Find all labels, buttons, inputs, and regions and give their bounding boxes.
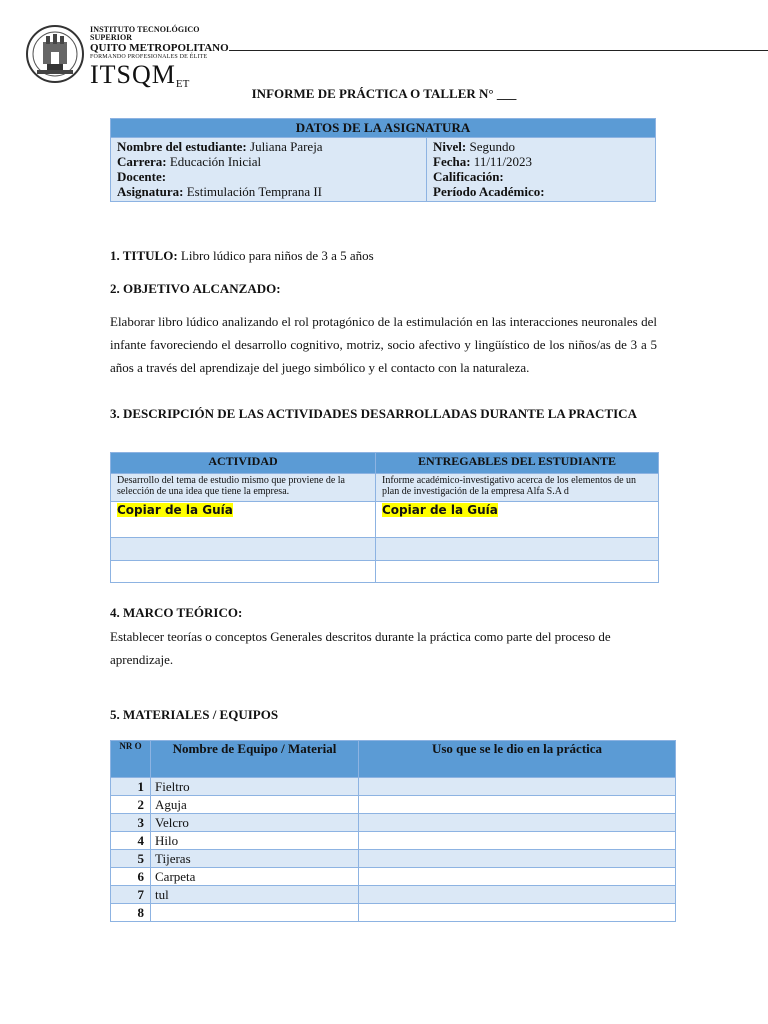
castle-shield-icon [25,24,85,84]
table-row: 5 Tijeras [111,850,676,868]
academic-period-label: Período Académico: [433,184,545,199]
date: 11/11/2023 [470,154,533,169]
col-activity: ACTIVIDAD [111,453,376,474]
objective-text: Elaborar libro lúdico analizando el rol protagónico de la estimulación en las interacciones neuronales del infante favoreciendo el desarrollo cognitivo, motriz, socio afectivo y lingüístico de los niños/as de 3 a 5 años a través del aprendizaje del juego simbólico y el contacto con la naturaleza. [110,314,657,375]
institution-name [90,25,230,90]
section-title-1: 1. TITULO: Libro lúdico para niños de 3 a 5 años [110,248,374,263]
col-number: NR O [111,741,151,778]
activity-cell-empty [111,561,376,583]
table-row: 2 Aguja [111,796,676,814]
activity-description: Desarrollo del tema de estudio mismo que proviene de la selección de una idea que tiene la empresa. [111,474,376,502]
section-heading-materials: 5. MATERIALES / EQUIPOS [110,707,279,722]
deliverable-cell-empty [376,561,659,583]
table-row: 1 Fieltro [111,778,676,796]
practice-title: Libro lúdico para niños de 3 a 5 años [177,248,374,263]
theory-text: Establecer teorías o conceptos Generales descritos durante la práctica como parte del proceso de aprendizaje. [110,629,611,667]
table-row: 6 Carpeta [111,868,676,886]
course-data-right: Nivel: Segundo Fecha: 11/11/2023 Calificación: Período Académico: [427,138,656,202]
table-row: 4 Hilo [111,832,676,850]
institution-line1: INSTITUTO TECNOLÓGICO SUPERIOR [90,25,200,42]
student-name: Juliana Pareja [246,139,323,154]
section-heading-activities: 3. DESCRIPCIÓN DE LAS ACTIVIDADES DESARROLLADAS DURANTE LA PRACTICA [110,406,637,421]
grade-label: Calificación: [433,169,504,184]
institution-logo [25,24,85,84]
institution-motto: FORMANDO PROFESIONALES DE ÉLITE [90,54,208,60]
activities-table [110,452,659,583]
deliverable-description: Informe académico-investigativo acerca de los elementos de un plan de investigación de la empresa Alfa S.A d [376,474,659,502]
section-heading-theory: 4. MARCO TEÓRICO: [110,605,243,620]
table-row: 8 [111,904,676,922]
teacher-label: Docente: [117,169,167,184]
course-data-left: Nombre del estudiante: Juliana Pareja Carrera: Educación Inicial Docente: Asignatura: Estimulación Temprana II [111,138,427,202]
page-title: INFORME DE PRÁCTICA O TALLER N° ___ [251,86,517,101]
subject: Estimulación Temprana II [183,184,323,199]
table-row: 7 tul [111,886,676,904]
institution-line2: QUITO METROPOLITANO [90,42,229,54]
course-data-table [110,118,656,202]
table-row: 3 Velcro [111,814,676,832]
col-equipment-name: Nombre de Equipo / Material [151,741,359,778]
career: Educación Inicial [166,154,262,169]
col-usage: Uso que se le dio en la práctica [359,741,676,778]
col-deliverables: ENTREGABLES DEL ESTUDIANTE [376,453,659,474]
brand-name: $ITSQM^{ET}$ [90,60,190,90]
materials-table [110,740,676,922]
header-divider [229,50,768,51]
section-heading-objective: 2. OBJETIVO ALCANZADO: [110,281,281,296]
level: Segundo [466,139,515,154]
deliverable-cell-empty [376,538,659,561]
activity-cell-empty [111,538,376,561]
course-data-heading: DATOS DE LA ASIGNATURA [111,119,656,138]
deliverable-placeholder: Copiar de la Guía [376,502,659,538]
activity-placeholder: Copiar de la Guía [111,502,376,538]
